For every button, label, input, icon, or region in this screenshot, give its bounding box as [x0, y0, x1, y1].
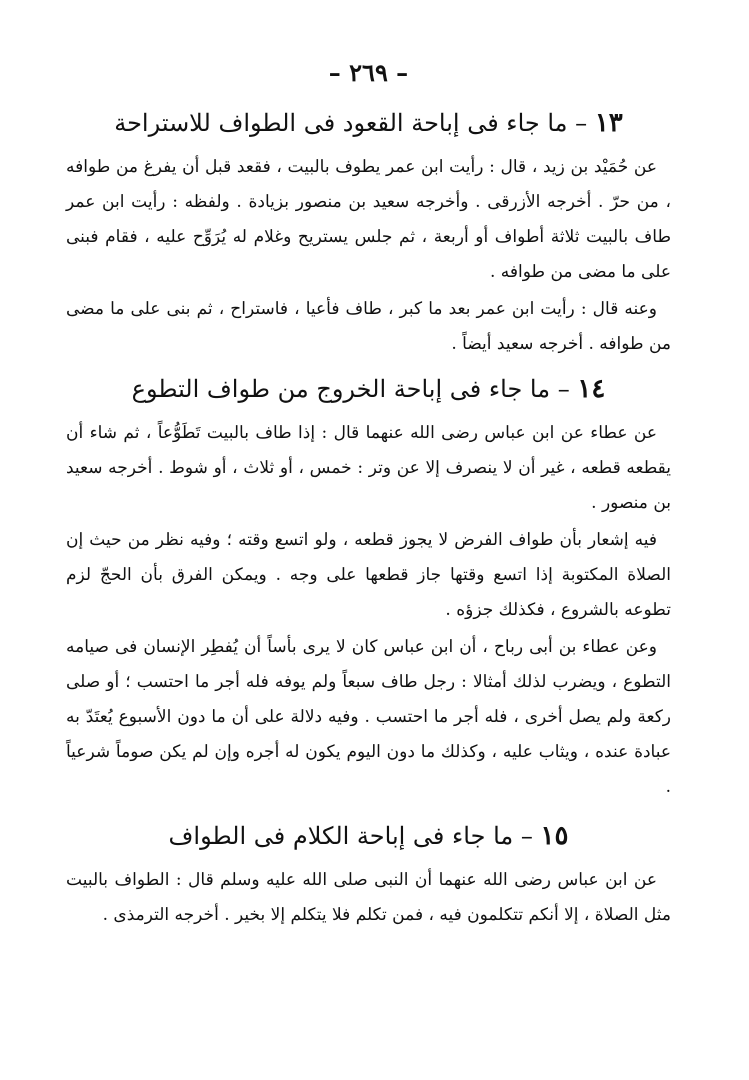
section-14: [66, 372, 671, 805]
page-number: – ٢٦٩ –: [328, 58, 409, 87]
section-number: ١٥: [540, 821, 569, 851]
section-heading: [66, 372, 671, 406]
section-title: ما جاء فى إباحة الخروج من طواف التطوع: [131, 375, 551, 403]
section-13: [66, 106, 671, 362]
section-15: [66, 819, 671, 933]
paragraph: فيه إشعار بأن طواف الفرض لا يجوز قطعه ، ولو اتسع وقته ؛ وفيه نظر من حيث إن الصلاة المكتوبة إذا اتسع وقتها جاز قطعها على وجه . ويمكن الفرق بأن الحجّ لزم تطوعه بالشروع ، فكذلك جزؤه .: [66, 530, 671, 620]
heading-dash: –: [550, 375, 570, 403]
section-heading: [66, 819, 671, 853]
paragraph: وعنه قال : رأيت ابن عمر بعد ما كبر ، طاف فأعيا ، فاستراح ، ثم بنى على ما مضى من طوافه . أخرجه سعيد أيضاً .: [66, 299, 671, 354]
paragraph: وعن عطاء بن أبى رباح ، أن ابن عباس كان لا يرى بأساً أن يُفطِر الإنسان فى صيامه التطوع ، ويضرب لذلك أمثالا : رجل طاف سبعاً ولم يوفه فله أجر ما احتسب ؛ أو صلى ركعة ولم يصل أخرى ، فله أجر ما احتسب . وفيه دلالة على أن ما دون الأسبوع يُعتَدّ به عبادة عنده ، ويثاب عليه ، وكذلك ما دون اليوم يكون له أجره وإن لم يكن صوماً شرعياً .: [66, 637, 671, 797]
heading-dash: –: [567, 109, 588, 137]
paragraph: عن ابن عباس رضى الله عنهما أن النبى صلى الله عليه وسلم قال : الطواف بالبيت مثل الصلاة ، إلا أنكم تتكلمون فيه ، فمن تكلم فلا يتكلم إلا بخير . أخرجه الترمذى .: [66, 870, 671, 925]
section-title: ما جاء فى إباحة الكلام فى الطواف: [168, 822, 514, 850]
paragraph: عن حُمَيْد بن زيد ، قال : رأيت ابن عمر يطوف بالبيت ، فقعد قبل أن يفرغ من طوافه ، من حرّ . أخرجه الأزرقى . وأخرجه سعيد بن منصور بزيادة . ولفظه : رأيت ابن عمر طاف بالبيت ثلاثة أطواف أو أربعة ، ثم جلس يستريح وغلام له يُرَوِّح عليه ، فقام فبنى على ما مضى من طوافه .: [66, 157, 671, 282]
paragraph: عن عطاء عن ابن عباس رضى الله عنهما قال : إذا طاف بالبيت تَطَوُّعاً ، ثم شاء أن يقطعه قطعه ، غير أن لا ينصرف إلا عن وتر : خمس ، أو ثلاث ، أو شوط . أخرجه سعيد بن منصور .: [66, 423, 671, 513]
section-title: ما جاء فى إباحة القعود فى الطواف للاستراحة: [114, 109, 568, 137]
heading-dash: –: [513, 822, 533, 850]
section-number: ١٤: [577, 374, 606, 404]
section-number: ١٣: [594, 108, 623, 138]
section-heading: [66, 106, 671, 140]
